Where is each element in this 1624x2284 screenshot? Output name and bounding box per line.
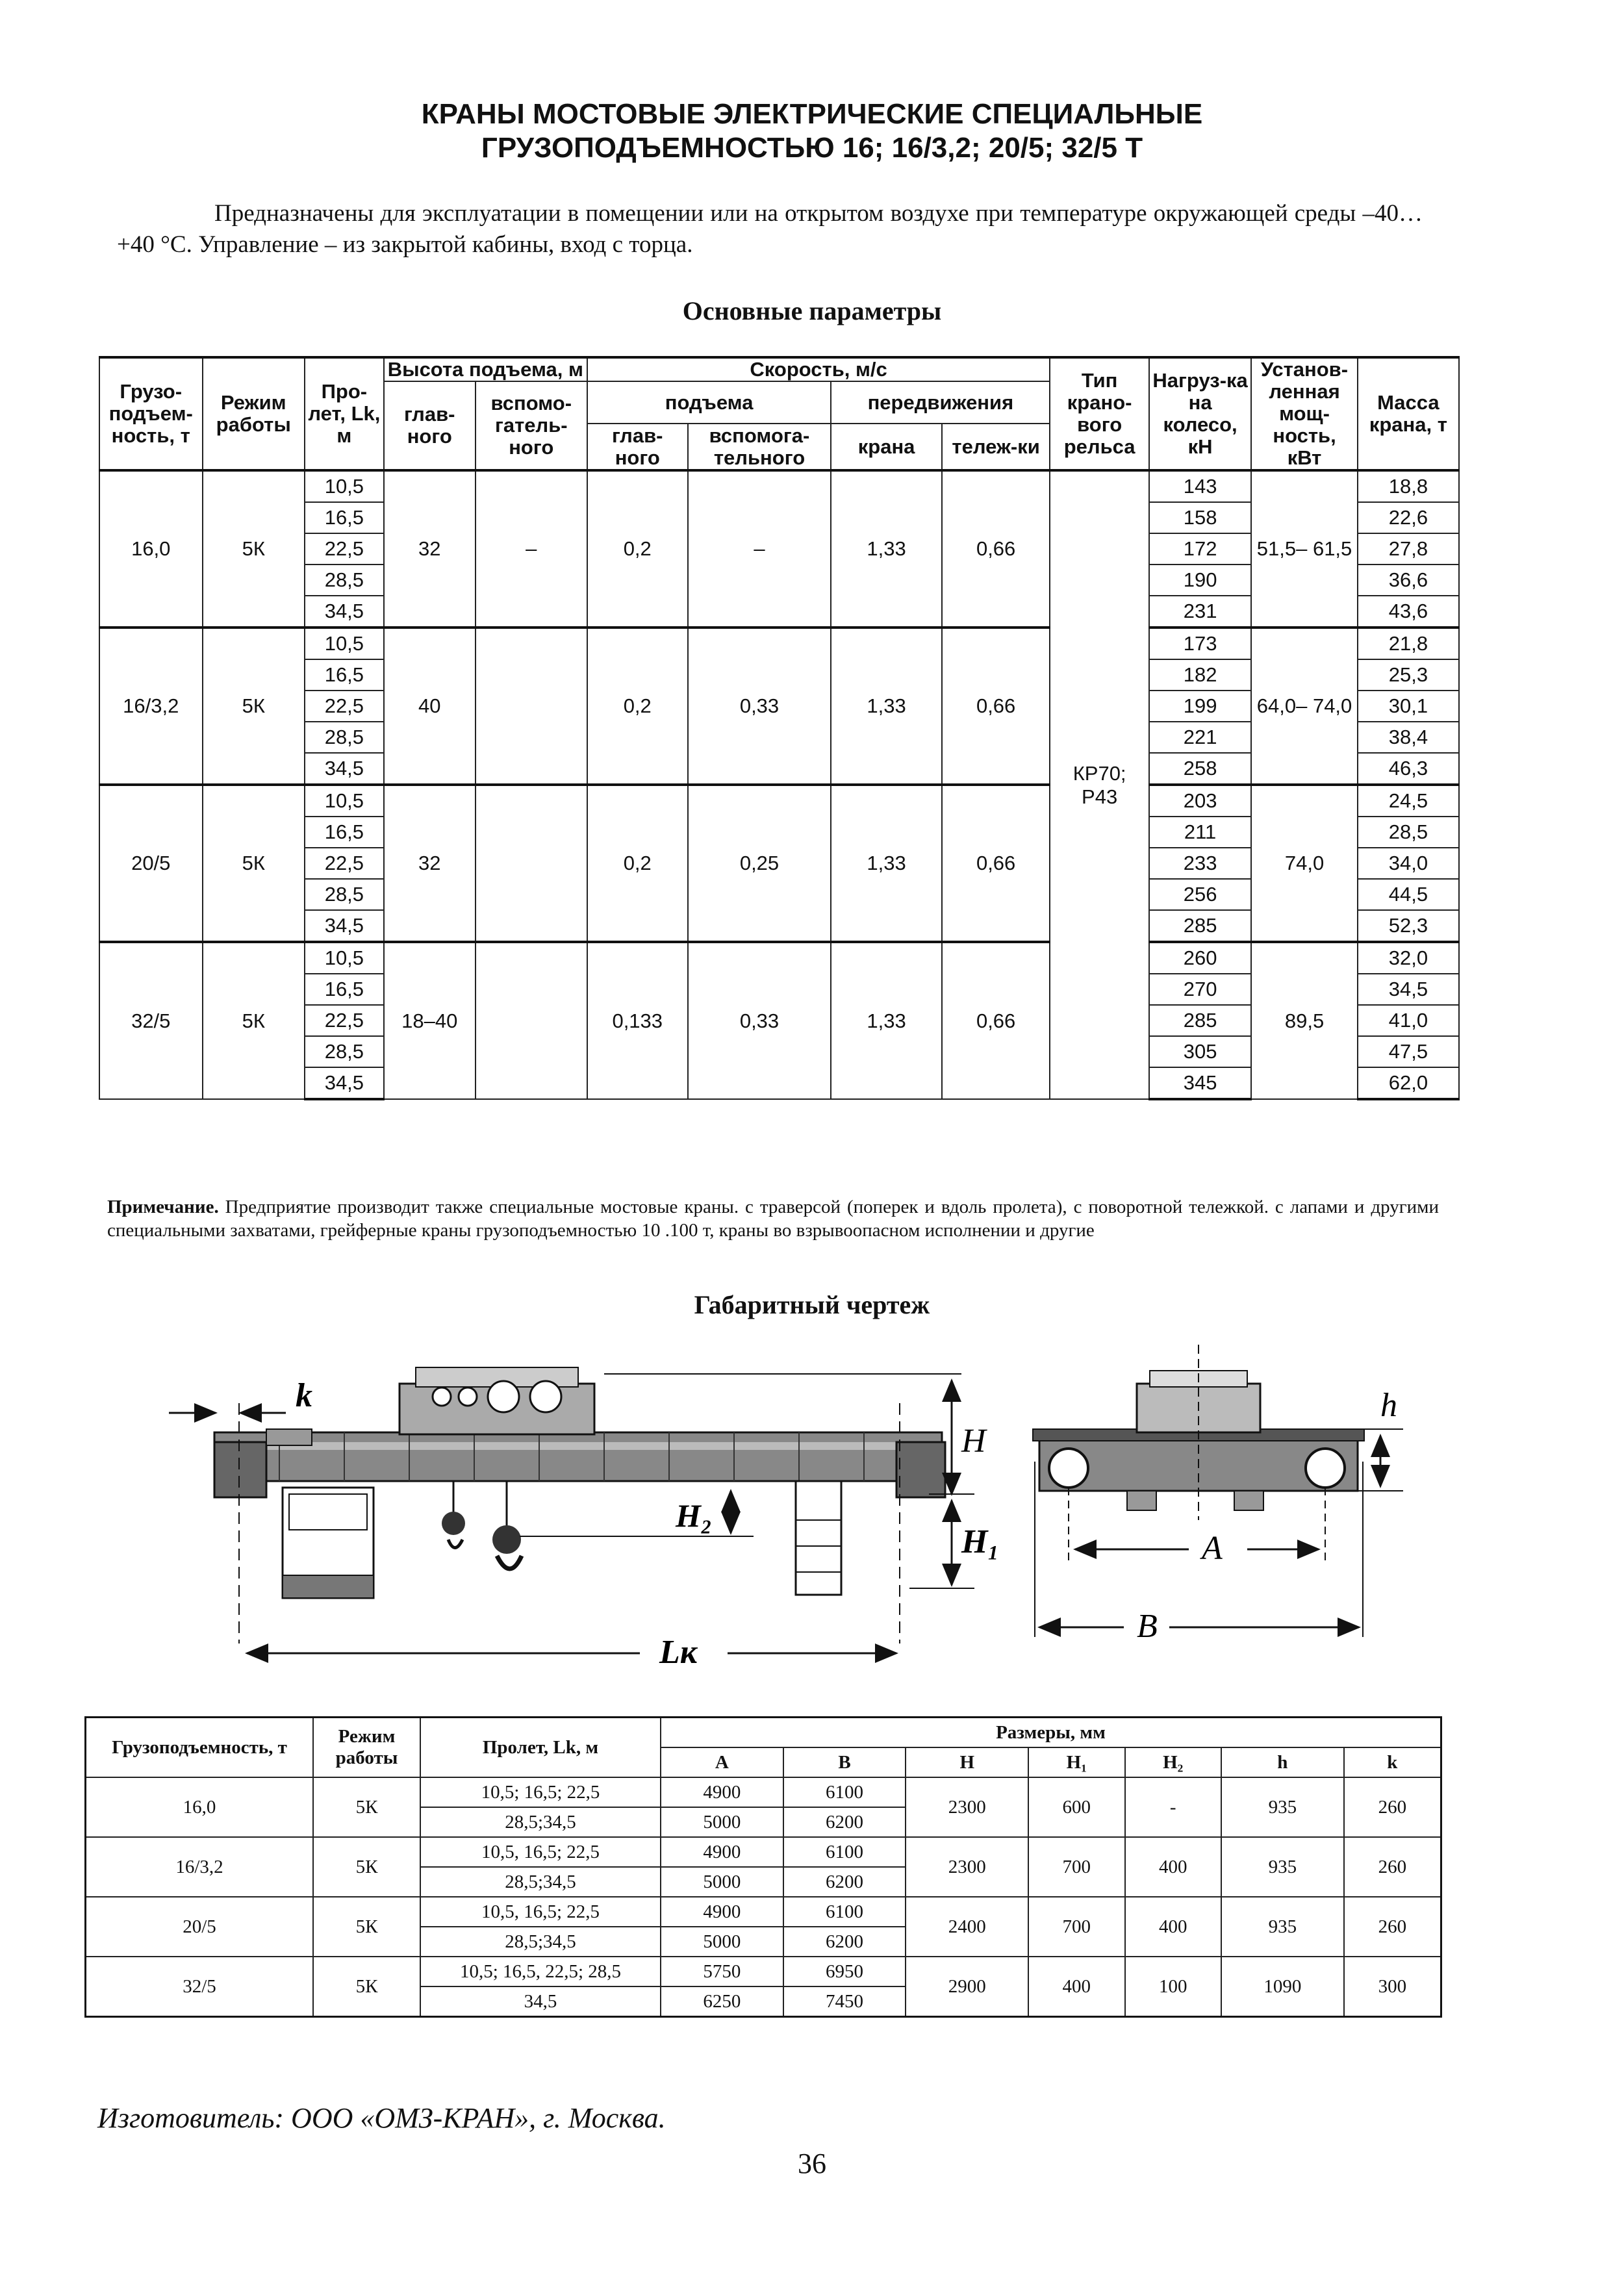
note-label: Примечание. [107, 1197, 219, 1217]
dim-k-cell: 260 [1344, 1777, 1441, 1837]
span-cell: 10,5; 16,5, 22,5; 28,5 [420, 1957, 661, 1986]
mode-cell: 5К [313, 1957, 420, 2017]
capacity-cell: 32/5 [86, 1957, 314, 2017]
label-B: B [1137, 1608, 1158, 1645]
th-travel: передвижения [831, 381, 1050, 424]
mass-cell: 36,6 [1358, 565, 1459, 596]
th-d-H1: H₁ [1028, 1747, 1124, 1777]
mass-cell: 38,4 [1358, 722, 1459, 753]
span-cell: 34,5 [305, 596, 384, 628]
wheel-load-cell: 231 [1149, 596, 1251, 628]
side-view [169, 1367, 1000, 1671]
h-main-cell: 32 [384, 785, 476, 942]
wheel-load-cell: 285 [1149, 910, 1251, 942]
capacity-cell: 20/5 [86, 1897, 314, 1957]
dim-h-cell: 1090 [1221, 1957, 1344, 2017]
span-cell: 22,5 [305, 533, 384, 565]
dim-A-cell: 5000 [661, 1807, 783, 1837]
dim-B-cell: 6200 [783, 1867, 906, 1897]
th-mode: Режим работы [203, 357, 305, 470]
v-main-cell: 0,2 [587, 470, 688, 628]
dimensions-table [84, 1716, 1442, 2018]
h-aux-cell [476, 628, 587, 785]
span-cell: 22,5 [305, 691, 384, 722]
wheel-load-cell: 285 [1149, 1005, 1251, 1036]
dim-A-cell: 4900 [661, 1837, 783, 1867]
dim-H-cell: 2900 [906, 1957, 1028, 2017]
label-A: A [1202, 1530, 1223, 1567]
mass-cell: 21,8 [1358, 628, 1459, 659]
dim-A-cell: 5000 [661, 1927, 783, 1957]
span-cell: 10,5, 16,5; 22,5 [420, 1837, 661, 1867]
mass-cell: 28,5 [1358, 817, 1459, 848]
dim-h-cell: 935 [1221, 1897, 1344, 1957]
dim-H1-cell: 600 [1028, 1777, 1124, 1837]
h-aux-cell: – [476, 470, 587, 628]
wheel-load-cell: 143 [1149, 470, 1251, 502]
span-cell: 22,5 [305, 848, 384, 879]
span-cell: 28,5 [305, 722, 384, 753]
mass-cell: 47,5 [1358, 1036, 1459, 1067]
capacity-cell: 16/3,2 [99, 628, 203, 785]
mass-cell: 27,8 [1358, 533, 1459, 565]
wheel-load-cell: 182 [1149, 659, 1251, 691]
wheel-load-cell: 203 [1149, 785, 1251, 817]
parameters-table [99, 356, 1460, 1100]
span-cell: 28,5;34,5 [420, 1927, 661, 1957]
wheel-load-cell: 256 [1149, 879, 1251, 910]
span-cell: 28,5;34,5 [420, 1867, 661, 1897]
th-wheel: Нагруз-ка на колесо, кН [1149, 357, 1251, 470]
v-aux-cell: 0,33 [688, 628, 831, 785]
v-aux-cell: 0,25 [688, 785, 831, 942]
mass-cell: 24,5 [1358, 785, 1459, 817]
dim-h-cell: 935 [1221, 1777, 1344, 1837]
note [107, 1195, 1439, 1242]
wheel-load-cell: 190 [1149, 565, 1251, 596]
h-main-cell: 18–40 [384, 942, 476, 1099]
label-Lk: Lк [659, 1634, 698, 1671]
span-cell: 10,5; 16,5; 22,5 [420, 1777, 661, 1807]
table-row [86, 1957, 1441, 1986]
th-speed: Скорость, м/с [587, 357, 1050, 381]
span-cell: 34,5 [420, 1986, 661, 2017]
table-row [86, 1897, 1441, 1927]
dim-B-cell: 6200 [783, 1807, 906, 1837]
intro-paragraph: Предназначены для эксплуатации в помещении или на открытом воздухе при температуре окружающей среды –40…+40 °С. Управление – из закрытой кабины, вход с торца. [117, 200, 1423, 258]
span-cell: 16,5 [305, 817, 384, 848]
th-d-H: H [906, 1747, 1028, 1777]
th-lift-aux: вспомога-тельного [688, 424, 831, 470]
span-cell: 10,5 [305, 628, 384, 659]
dim-H2-cell: 100 [1125, 1957, 1221, 2017]
h-main-cell: 32 [384, 470, 476, 628]
label-k: k [296, 1377, 312, 1414]
wheel-load-cell: 158 [1149, 502, 1251, 533]
wheel-load-cell: 221 [1149, 722, 1251, 753]
dim-h-cell: 935 [1221, 1837, 1344, 1897]
span-cell: 16,5 [305, 974, 384, 1005]
dim-A-cell: 6250 [661, 1986, 783, 2017]
v-crane-cell: 1,33 [831, 470, 942, 628]
dim-H1-cell: 400 [1028, 1957, 1124, 2017]
capacity-cell: 16,0 [99, 470, 203, 628]
mode-cell: 5К [203, 942, 305, 1099]
mass-cell: 34,5 [1358, 974, 1459, 1005]
mass-cell: 43,6 [1358, 596, 1459, 628]
th-mass: Масса крана, т [1358, 357, 1459, 470]
mass-cell: 41,0 [1358, 1005, 1459, 1036]
th-rail: Тип крано-вого рельса [1050, 357, 1148, 470]
wheel-load-cell: 305 [1149, 1036, 1251, 1067]
span-cell: 28,5 [305, 565, 384, 596]
v-main-cell: 0,2 [587, 785, 688, 942]
wheel-load-cell: 260 [1149, 942, 1251, 974]
capacity-cell: 16,0 [86, 1777, 314, 1837]
th-lift-main: глав-ного [587, 424, 688, 470]
dim-H2-cell: - [1125, 1777, 1221, 1837]
mode-cell: 5К [313, 1837, 420, 1897]
v-trolley-cell: 0,66 [942, 628, 1050, 785]
th-trolley: тележ-ки [942, 424, 1050, 470]
note-text: Предприятие производит также специальные мостовые краны. с траверсой (поперек и вдоль пролета), с поворотной тележкой. с лапами и другими специальными захватами, грейферные краны грузоподъемностью 10 .100 т, краны во взрывоопасном исполнении и другие [107, 1197, 1439, 1241]
mode-cell: 5К [203, 785, 305, 942]
power-cell: 74,0 [1251, 785, 1357, 942]
span-cell: 34,5 [305, 910, 384, 942]
table-row [86, 1777, 1441, 1807]
span-cell: 28,5 [305, 879, 384, 910]
mass-cell: 22,6 [1358, 502, 1459, 533]
dim-B-cell: 6100 [783, 1777, 906, 1807]
th-lift: подъема [587, 381, 831, 424]
power-cell: 51,5– 61,5 [1251, 470, 1357, 628]
span-cell: 22,5 [305, 1005, 384, 1036]
v-trolley-cell: 0,66 [942, 470, 1050, 628]
mass-cell: 18,8 [1358, 470, 1459, 502]
mode-cell: 5К [313, 1777, 420, 1837]
span-cell: 10,5 [305, 470, 384, 502]
th-d-sizes: Размеры, мм [661, 1718, 1441, 1748]
span-cell: 16,5 [305, 502, 384, 533]
span-cell: 34,5 [305, 1067, 384, 1099]
params-heading: Основные параметры [682, 296, 942, 325]
wheel-load-cell: 258 [1149, 753, 1251, 785]
wheel-load-cell: 345 [1149, 1067, 1251, 1099]
mass-cell: 52,3 [1358, 910, 1459, 942]
dim-A-cell: 4900 [661, 1897, 783, 1927]
v-aux-cell: – [688, 470, 831, 628]
dim-H1-cell: 700 [1028, 1897, 1124, 1957]
table-row [99, 785, 1459, 817]
drawing-heading: Габаритный чертеж [694, 1290, 930, 1319]
capacity-cell: 16/3,2 [86, 1837, 314, 1897]
mass-cell: 46,3 [1358, 753, 1459, 785]
dimension-drawing [0, 1332, 1624, 1695]
v-crane-cell: 1,33 [831, 628, 942, 785]
mass-cell: 25,3 [1358, 659, 1459, 691]
wheel-load-cell: 199 [1149, 691, 1251, 722]
wheel-load-cell: 211 [1149, 817, 1251, 848]
capacity-cell: 32/5 [99, 942, 203, 1099]
dim-A-cell: 5750 [661, 1957, 783, 1986]
th-d-mode: Режим работы [313, 1718, 420, 1778]
v-trolley-cell: 0,66 [942, 942, 1050, 1099]
th-power: Установ-ленная мощ-ность, кВт [1251, 357, 1357, 470]
wheel-load-cell: 172 [1149, 533, 1251, 565]
th-height: Высота подъема, м [384, 357, 587, 381]
span-cell: 34,5 [305, 753, 384, 785]
th-d-capacity: Грузоподъемность, т [86, 1718, 314, 1778]
th-capacity: Грузо-подъем-ность, т [99, 357, 203, 470]
v-crane-cell: 1,33 [831, 942, 942, 1099]
span-cell: 28,5 [305, 1036, 384, 1067]
span-cell: 16,5 [305, 659, 384, 691]
mass-cell: 32,0 [1358, 942, 1459, 974]
v-main-cell: 0,2 [587, 628, 688, 785]
page-number: 36 [798, 2148, 826, 2179]
page-title-line1: КРАНЫ МОСТОВЫЕ ЭЛЕКТРИЧЕСКИЕ СПЕЦИАЛЬНЫЕ [421, 98, 1203, 130]
mode-cell: 5К [203, 470, 305, 628]
dim-B-cell: 6200 [783, 1927, 906, 1957]
wheel-load-cell: 270 [1149, 974, 1251, 1005]
dim-k-cell: 260 [1344, 1897, 1441, 1957]
dim-A-cell: 4900 [661, 1777, 783, 1807]
dim-k-cell: 260 [1344, 1837, 1441, 1897]
th-d-A: A [661, 1747, 783, 1777]
table-row [99, 942, 1459, 974]
mass-cell: 62,0 [1358, 1067, 1459, 1099]
th-d-k: k [1344, 1747, 1441, 1777]
dim-H2-cell: 400 [1125, 1897, 1221, 1957]
th-span: Про-лет, Lk, м [305, 357, 384, 470]
th-d-H2: H₂ [1125, 1747, 1221, 1777]
dim-B-cell: 6100 [783, 1837, 906, 1867]
dim-H-cell: 2400 [906, 1897, 1028, 1957]
dim-A-cell: 5000 [661, 1867, 783, 1897]
dim-H-cell: 2300 [906, 1837, 1028, 1897]
mass-cell: 30,1 [1358, 691, 1459, 722]
h-aux-cell [476, 942, 587, 1099]
label-H1: H₁ [961, 1523, 1000, 1560]
dim-H2-cell: 400 [1125, 1837, 1221, 1897]
dim-H1-cell: 700 [1028, 1837, 1124, 1897]
th-crane: крана [831, 424, 942, 470]
mass-cell: 34,0 [1358, 848, 1459, 879]
span-cell: 10,5, 16,5; 22,5 [420, 1897, 661, 1927]
th-d-span: Пролет, Lk, м [420, 1718, 661, 1778]
v-main-cell: 0,133 [587, 942, 688, 1099]
v-trolley-cell: 0,66 [942, 785, 1050, 942]
v-aux-cell: 0,33 [688, 942, 831, 1099]
capacity-cell: 20/5 [99, 785, 203, 942]
label-H: H [961, 1423, 986, 1460]
span-cell: 10,5 [305, 942, 384, 974]
table-row [86, 1837, 1441, 1867]
mode-cell: 5К [313, 1897, 420, 1957]
label-H2: H₂ [676, 1497, 713, 1534]
dim-H-cell: 2300 [906, 1777, 1028, 1837]
wheel-load-cell: 233 [1149, 848, 1251, 879]
manufacturer: Изготовитель: ООО «ОМЗ-КРАН», г. Москва. [97, 2102, 666, 2134]
h-aux-cell [476, 785, 587, 942]
label-h: h [1380, 1387, 1397, 1424]
dim-B-cell: 6100 [783, 1897, 906, 1927]
rail-cell: КР70; Р43 [1050, 470, 1148, 1099]
power-cell: 64,0– 74,0 [1251, 628, 1357, 785]
power-cell: 89,5 [1251, 942, 1357, 1099]
th-d-h: h [1221, 1747, 1344, 1777]
page-title-line2: ГРУЗОПОДЪЕМНОСТЬЮ 16; 16/3,2; 20/5; 32/5 Т [481, 132, 1143, 164]
th-height-main: глав-ного [384, 381, 476, 470]
dim-k-cell: 300 [1344, 1957, 1441, 2017]
mass-cell: 44,5 [1358, 879, 1459, 910]
end-view [1033, 1345, 1403, 1645]
dim-B-cell: 6950 [783, 1957, 906, 1986]
dim-B-cell: 7450 [783, 1986, 906, 2017]
mode-cell: 5К [203, 628, 305, 785]
th-d-B: B [783, 1747, 906, 1777]
table-row [99, 470, 1459, 502]
span-cell: 10,5 [305, 785, 384, 817]
table-row [99, 628, 1459, 659]
th-height-aux: вспомо-гатель-ного [476, 381, 587, 470]
span-cell: 28,5;34,5 [420, 1807, 661, 1837]
h-main-cell: 40 [384, 628, 476, 785]
wheel-load-cell: 173 [1149, 628, 1251, 659]
v-crane-cell: 1,33 [831, 785, 942, 942]
